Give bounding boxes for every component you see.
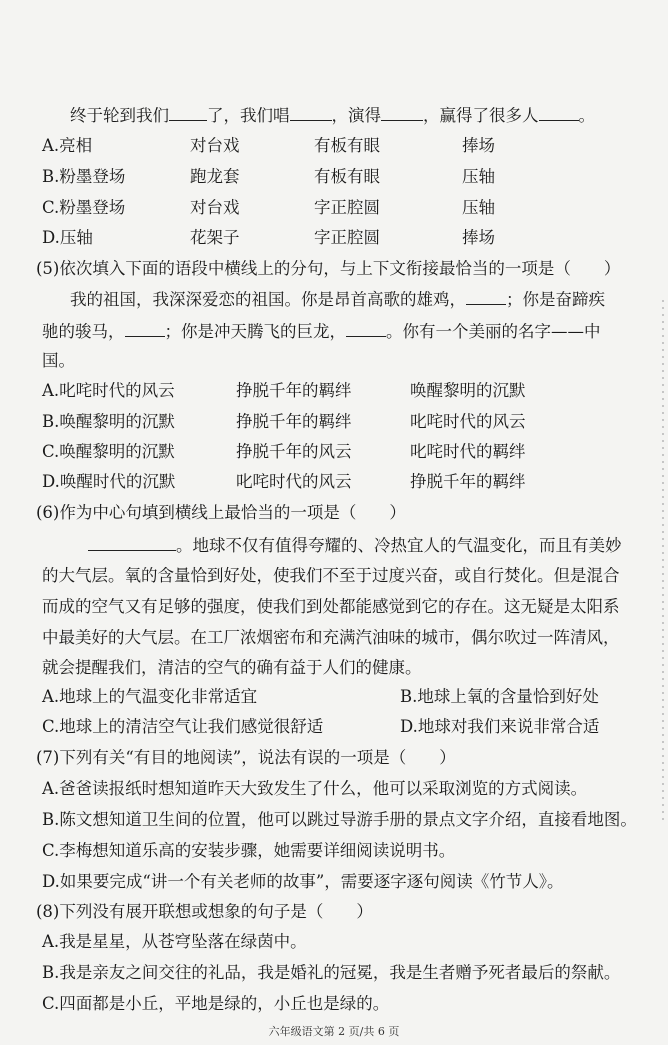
- option-cell: 捧场: [462, 136, 495, 155]
- option-cell: 跑龙套: [190, 167, 240, 186]
- option-cell: A.地球上的气温变化非常适宜: [42, 687, 258, 706]
- option-cell: 字正腔圆: [314, 198, 380, 217]
- answer-blank: [346, 320, 386, 337]
- option-cell: 花架子: [190, 228, 240, 247]
- q6-options-row: [42, 716, 642, 738]
- q4-stem-text: 了，我们唱: [207, 106, 290, 125]
- q4-option-b: [42, 166, 642, 188]
- q6-stem: (6)作为中心句填到横线上最恰当的一项是（ ）: [36, 503, 406, 522]
- scan-edge-noise: [662, 300, 664, 820]
- answer-blank: [290, 104, 332, 121]
- q6-passage-line: 中最美好的大气层。在工厂浓烟密布和充满汽油味的城市，偶尔吹过一阵清风，: [42, 628, 620, 647]
- option-cell: 压轴: [462, 198, 495, 217]
- answer-blank: [125, 320, 165, 337]
- q4-option-a: [42, 135, 642, 157]
- option-cell: C.唤醒黎明的沉默: [42, 442, 175, 461]
- q7-option-b: B.陈文想知道卫生间的位置，他可以跳过导游手册的景点文字介绍，直接看地图。: [42, 810, 637, 829]
- option-cell: B.粉墨登场: [42, 167, 126, 186]
- option-cell: 有板有眼: [314, 167, 380, 186]
- option-cell: B.唤醒黎明的沉默: [42, 412, 175, 431]
- option-cell: D.地球对我们来说非常合适: [400, 717, 600, 736]
- q5-passage-line: 国。: [42, 351, 75, 370]
- q5-passage-text: ；你是冲天腾飞的巨龙，: [164, 322, 346, 341]
- q5-passage-text: ；你是奋蹄疾: [506, 290, 605, 309]
- q5-option-b: [42, 411, 642, 433]
- q4-stem-text: 。: [578, 106, 595, 125]
- q6-passage-line: 而成的空气又有足够的强度，使我们到处都能感觉到它的存在。这无疑是太阳系: [42, 597, 620, 616]
- option-cell: 叱咤时代的羁绊: [410, 442, 526, 461]
- option-cell: 对台戏: [190, 136, 240, 155]
- q5-option-a: [42, 380, 642, 402]
- option-cell: 挣脱千年的羁绊: [236, 381, 352, 400]
- q5-passage-line: [70, 288, 605, 311]
- option-cell: 挣脱千年的风云: [236, 442, 352, 461]
- q8-option-c: C.四面都是小丘，平地是绿的，小丘也是绿的。: [42, 994, 390, 1013]
- q5-option-c: [42, 441, 642, 463]
- q5-passage-text: 驰的骏马，: [42, 322, 125, 341]
- option-cell: 挣脱千年的羁绊: [236, 412, 352, 431]
- option-cell: C.粉墨登场: [42, 198, 126, 217]
- q8-stem: (8)下列没有展开联想或想象的句子是（ ）: [36, 902, 373, 921]
- option-cell: 有板有眼: [314, 136, 380, 155]
- q4-stem-text: ，赢得了很多人: [423, 106, 539, 125]
- option-cell: D.压轴: [42, 228, 93, 247]
- option-cell: C.地球上的清洁空气让我们感觉很舒适: [42, 717, 324, 736]
- q5-passage-text: 。你有一个美丽的名字——中: [386, 322, 601, 341]
- q5-passage-text: 我的祖国，我深深爱恋的祖国。你是昂首高歌的雄鸡，: [70, 290, 466, 309]
- option-cell: 叱咤时代的风云: [236, 472, 352, 491]
- q6-passage-line: 就会提醒我们，清洁的空气的确有益于人们的健康。: [42, 658, 422, 677]
- option-cell: 压轴: [462, 167, 495, 186]
- option-cell: B.地球上氧的含量恰到好处: [400, 687, 599, 706]
- answer-blank: [88, 534, 176, 551]
- q4-stem-text: 终于轮到我们: [70, 106, 169, 125]
- q5-option-d: [42, 471, 642, 493]
- option-cell: D.唤醒时代的沉默: [42, 472, 176, 491]
- q6-passage-line: [88, 534, 622, 557]
- q4-stem: [70, 104, 595, 127]
- option-cell: A.亮相: [42, 136, 93, 155]
- q6-passage-line: 的大气层。氧的含量恰到好处，使我们不至于过度兴奋，或自行焚化。但是混合: [42, 566, 620, 585]
- option-cell: 叱咤时代的风云: [410, 412, 526, 431]
- q7-option-d: D.如果要完成“讲一个有关老师的故事”，需要逐字逐句阅读《竹节人》。: [42, 872, 564, 891]
- option-cell: A.叱咤时代的风云: [42, 381, 175, 400]
- q5-stem: (5)依次填入下面的语段中横线上的分句，与上下文衔接最恰当的一项是（ ）: [36, 259, 621, 278]
- answer-blank: [466, 288, 506, 305]
- q7-option-c: C.李梅想知道乐高的安装步骤，她需要详细阅读说明书。: [42, 841, 456, 860]
- q8-option-b: B.我是亲友之间交往的礼品，我是婚礼的冠冕，我是生者赠予死者最后的祭献。: [42, 963, 621, 982]
- answer-blank: [169, 104, 207, 121]
- q6-passage-text: 。地球不仅有值得夸耀的、冷热宜人的气温变化，而且有美妙: [176, 536, 622, 555]
- q4-option-d: [42, 227, 642, 249]
- q5-passage-line: [42, 320, 601, 343]
- option-cell: 捧场: [462, 228, 495, 247]
- answer-blank: [381, 104, 423, 121]
- q7-stem: (7)下列有关“有目的地阅读”，说法有误的一项是（ ）: [36, 748, 456, 767]
- option-cell: 挣脱千年的羁绊: [410, 472, 526, 491]
- option-cell: 唤醒黎明的沉默: [410, 381, 526, 400]
- q6-options-row: [42, 686, 642, 708]
- q8-option-a: A.我是星星，从苍穹坠落在绿茵中。: [42, 932, 307, 951]
- answer-blank: [539, 104, 579, 121]
- option-cell: 字正腔圆: [314, 228, 380, 247]
- option-cell: 对台戏: [190, 198, 240, 217]
- page-footer: 六年级语文第 2 页/共 6 页: [268, 1025, 400, 1038]
- q4-stem-text: ，演得: [331, 106, 381, 125]
- q7-option-a: A.爸爸读报纸时想知道昨天大致发生了什么，他可以采取浏览的方式阅读。: [42, 779, 588, 798]
- q4-option-c: [42, 197, 642, 219]
